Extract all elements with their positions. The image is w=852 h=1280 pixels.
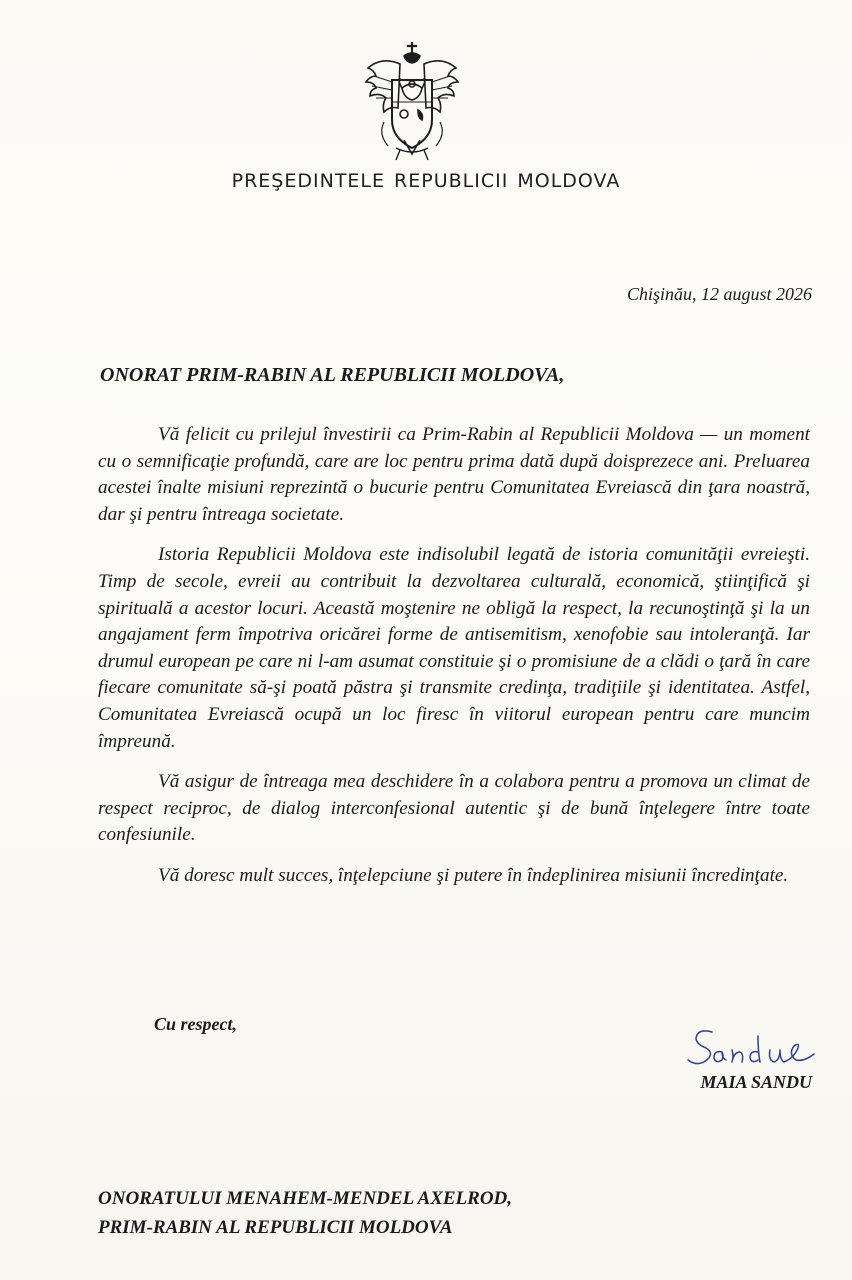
- addressee-line: ONORATULUI MENAHEM-MENDEL AXELROD,: [98, 1188, 513, 1209]
- signatory-name: MAIA SANDU: [700, 1072, 812, 1092]
- paragraph: Vă doresc mult succes, înţelepciune şi putere în îndeplinirea misiunii încredinţate.: [158, 864, 789, 886]
- letter-body: [98, 422, 810, 904]
- paragraph: Vă felicit cu prilejul învestirii ca Prim-Rabin al Republicii Moldova — un moment cu o semnificaţie profundă, care are loc pentru prima dată după doisprezece ani. Preluarea acestei înalte misiuni reprezintă o bucurie pentru Comunitatea Evreiască din ţara noastră, dar şi pentru întreaga societate.: [98, 424, 810, 525]
- closing: Cu respect,: [154, 1014, 237, 1034]
- addressee-block: [98, 1184, 512, 1242]
- salutation: ONORAT PRIM-RABIN AL REPUBLICII MOLDOVA,: [100, 364, 565, 386]
- paragraph: Vă asigur de întreaga mea deschidere în a colabora pentru a promova un climat de respect reciproc, de dialog interconfesional autentic şi de bună înţelegere între toate confesiunile.: [98, 771, 810, 846]
- addressee-line: PRIM-RABIN AL REPUBLICII MOLDOVA: [98, 1217, 453, 1238]
- institution-header: PREŞEDINTELE REPUBLICII MOLDOVA: [231, 170, 621, 192]
- moldova-coat-of-arms-icon: [360, 40, 464, 166]
- handwritten-signature: [680, 1022, 820, 1078]
- paragraph: Istoria Republicii Moldova este indisolubil legată de istoria comunităţii evreieşti. Timp de secole, evreii au contribuit la dezvoltarea culturală, economică, ştiinţifică şi spirituală a acestor locuri. Această moştenire ne obligă la respect, la recunoştinţă şi la un angajament ferm împotriva oricărei forme de antisemitism, xenofobie sau intoleranţă. Iar drumul european pe care ni l-am asumat constituie şi o promisiune de a clădi o ţară în care fiecare comunitate să-şi poată păstra şi transmite credinţa, tradiţiile şi identitatea. Astfel, Comunitatea Evreiască ocupă un loc firesc în viitorul european pentru care muncim împreună.: [98, 544, 810, 752]
- letter-date: Chişinău, 12 august 2026: [626, 284, 812, 304]
